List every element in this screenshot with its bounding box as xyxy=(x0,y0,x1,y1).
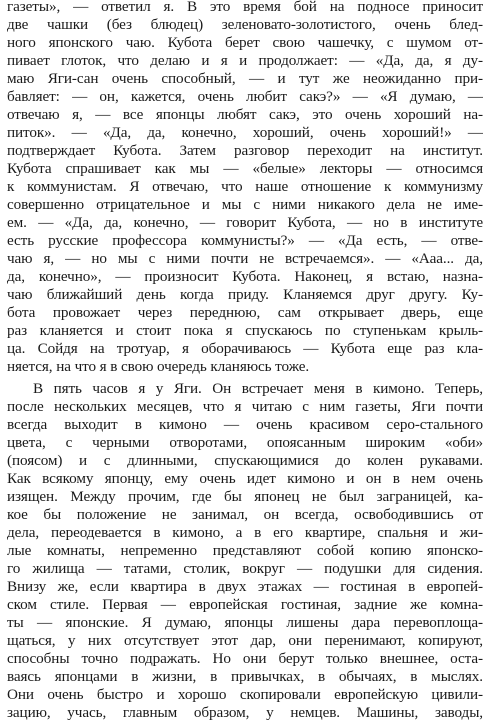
text-line: совершенно отрицательное и мы с ними никакого дела не име- xyxy=(7,196,483,213)
text-line: ваясь японцами в жизни, в привычках, в обычаях, в мыслях. xyxy=(7,668,483,685)
text-line: Внизу же, если квартира в двух этажах — гостиная в европей- xyxy=(7,578,483,595)
text-line: бота провожает через переднюю, сам открывает дверь, еще xyxy=(7,304,483,321)
text-line: бавляет: — он, кажется, очень любит сакэ?» — «Я думаю, — xyxy=(7,88,483,105)
text-line: Они очень быстро и хорошо скопировали европейскую цивили- xyxy=(7,686,483,703)
text-line: маю Яги-сан очень способный, — и тут же неожиданно при- xyxy=(7,70,483,87)
text-line: раз кланяется и стоит пока я спускаюсь по ступенькам крыль- xyxy=(7,322,483,339)
text-line: зацию, учась, главным образом, у немцев. Машины, заводы, xyxy=(7,704,483,721)
text-line: после нескольких месяцев, что я читаю с ним газеты, Яги почти xyxy=(7,398,483,415)
text-line: к коммунистам. Я отвечаю, что наше отношение к коммунизму xyxy=(7,178,483,195)
text-line: две чашки (без блюдец) зеленовато-золотистого, очень блед- xyxy=(7,16,483,33)
document-page xyxy=(7,0,483,721)
text-line: щаться, у них отсутствует этот дар, они перенимают, копируют, xyxy=(7,632,483,649)
text-line: Кубота спрашивает как мы — «белые» лекторы — относимся xyxy=(7,160,483,177)
text-line: отвечаю я, — все японцы любят сакэ, это очень хороший на- xyxy=(7,106,483,123)
text-line: ного японского чаю. Кубота берет свою чашечку, с шумом от- xyxy=(7,34,483,51)
text-line: (поясом) и с длинными, спускающимися до колен рукавами. xyxy=(7,452,483,469)
text-line: кое бы положение не занимал, он всегда, освободившись от xyxy=(7,506,483,523)
text-line: дела, переодевается в кимоно, а в его квартире, спальня и жи- xyxy=(7,524,483,541)
paragraph-first-line: В пять часов я у Яги. Он встречает меня в кимоно. Теперь, xyxy=(33,380,483,397)
text-line: изящен. Между прочим, где бы японец не был заграницей, ка- xyxy=(7,488,483,505)
text-line: цвета, с черными отворотами, опоясанным широким «оби» xyxy=(7,434,483,451)
text-line: ском стиле. Первая — европейская гостиная, задние же комна- xyxy=(7,596,483,613)
text-line: пивает глоток, что делаю и я и продолжает: — «Да, да, я ду- xyxy=(7,52,483,69)
text-line: чаю ближайший день когда приду. Кланяемся друг другу. Ку- xyxy=(7,286,483,303)
text-line: питок». — «Да, да, конечно, хороший, очень хороший!» — xyxy=(7,124,483,141)
text-line: няется, на что я в свою очередь кланяюсь тоже. xyxy=(7,358,310,375)
text-line: способны точно подражать. Но они берут только внешнее, оста- xyxy=(7,650,483,667)
text-line: всегда выходит в кимоно — очень красивом серо-стального xyxy=(7,416,483,433)
text-line: ем. — «Да, да, конечно, — говорит Кубота, — но в институте xyxy=(7,214,483,231)
text-line: подтверждает Кубота. Затем разговор переходит на институт. xyxy=(7,142,483,159)
text-line: Как всякому японцу, ему очень идет кимоно и он в нем очень xyxy=(7,470,483,487)
text-line: лые комнаты, непременно представляют собой копию японско- xyxy=(7,542,483,559)
text-line: ца. Сойдя на тротуар, я оборачиваюсь — Кубота еще раз кла- xyxy=(7,340,483,357)
text-line: ты — японские. Я думаю, японцы лишены дара перевоплоща- xyxy=(7,614,483,631)
text-line: газеты», — ответил я. В это время бой на подносе приносит xyxy=(7,0,483,15)
text-line: да, конечно», — произносит Кубота. Наконец, я встаю, назна- xyxy=(7,268,483,285)
text-line: есть русские профессора коммунисты?» — «Да есть, — отве- xyxy=(7,232,483,249)
text-line: го жилища — татами, столик, вокруг — подушки для сидения. xyxy=(7,560,483,577)
text-line: чаю я, — но мы с ними почти не встречаемся». — «Ааа... да, xyxy=(7,250,483,267)
